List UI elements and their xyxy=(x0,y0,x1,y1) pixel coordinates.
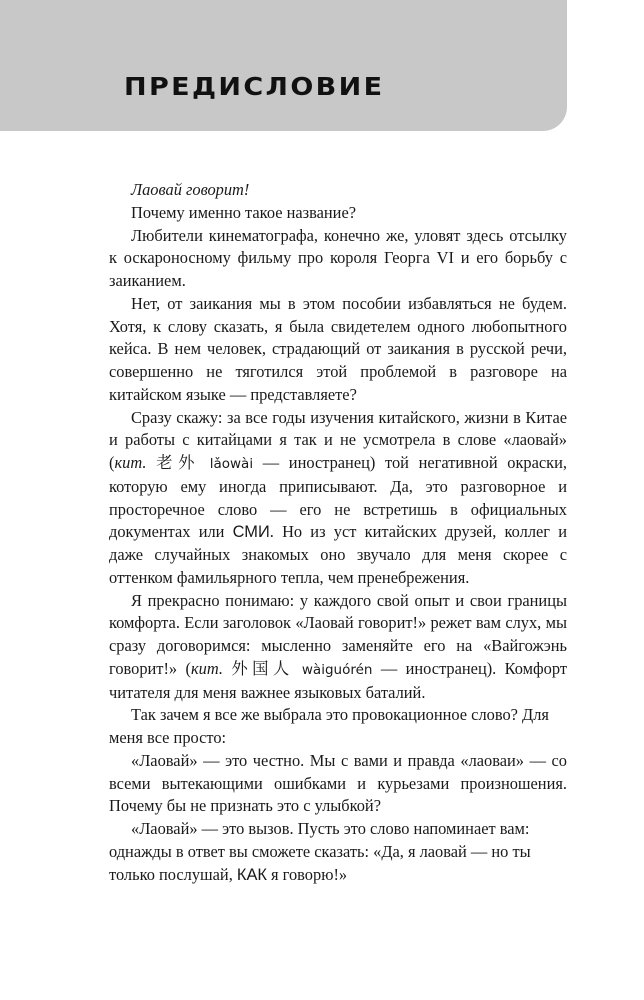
pinyin-waiguoren: wàiguórén xyxy=(301,661,373,678)
paragraph-book-title: Лаовай говорит! xyxy=(131,180,250,199)
text-run: — иностранец) той негативной окраски, которую ему иногда приписывают. Да, это разговорное и просторечное слово — его не встретишь в официальных документах или xyxy=(109,453,567,542)
pinyin-laowai: lǎowài xyxy=(209,456,254,472)
chapter-title: ПРЕДИСЛОВИЕ xyxy=(124,72,385,101)
abbr-chinese: кит. xyxy=(190,658,223,678)
paragraph-laowai-meaning xyxy=(109,407,567,590)
paragraph-comfort xyxy=(109,590,567,705)
text-run: . Но из уст китайских друзей, коллег и даже случайных знакомых оно звучало для меня скорее с оттенком фамильярного тепла, чем пренебрежения. xyxy=(109,522,567,587)
text-run: «Лаовай» — это вызов. Пусть это слово напоминает вам: однажды в ответ вы сможете сказать: «Да, я лаовай — но ты только послушай, xyxy=(109,819,531,884)
text-run: Я прекрасно понимаю: у каждого свой опыт и свои границы комфорта. Если заголовок «Лаовай говорит!» режет вам слух, мы сразу договоримся: мысленно заменяйте его на «Вайгожэнь говорит!» ( xyxy=(109,590,567,678)
abbr-chinese: кит. xyxy=(114,453,147,472)
text-run: — иностранец). Комфорт читателя для меня важнее языковых баталий. xyxy=(109,658,568,702)
text-run: я говорю!» xyxy=(266,864,348,884)
text-run: Сразу скажу: за все годы изучения китайского, жизни в Китае и работы с китайцами я так и не усмотрела в слове «лаовай» ( xyxy=(109,407,567,472)
hanzi-waiguoren: 外国人 xyxy=(222,658,302,678)
paragraph-honest: «Лаовай» — это честно. Мы с вами и правда «лаоваи» — со всеми вытекающими ошибками и курьезами произношения. Почему бы не признать это с улыбкой? xyxy=(109,750,567,816)
paragraph-film-reference: Любители кинематографа, конечно же, уловят здесь отсылку к оскароносному фильму про короля Георга VI и его борьбу с заиканием. xyxy=(109,225,567,290)
abbr-smi: СМИ xyxy=(232,523,270,542)
emphasis-kak: КАК xyxy=(236,865,267,884)
chapter-text xyxy=(109,179,567,886)
paragraph-stutter-case: Нет, от заикания мы в этом пособии избавляться не будем. Хотя, к слову сказать, я была свидетелем одного любопытного кейса. В нем человек, страдающий от заикания в русской речи, совершенно не тяготился этой проблемой в разговоре на китайском языке — представляете? xyxy=(109,293,567,404)
hanzi-laowai: 老外 xyxy=(146,453,210,472)
chapter-header-band xyxy=(0,0,567,131)
paragraph-why-word: Так зачем я все же выбрала это провокационное слово? Для меня все просто: xyxy=(109,705,549,747)
paragraph-question: Почему именно такое название? xyxy=(131,202,356,222)
paragraph-challenge xyxy=(109,818,567,886)
